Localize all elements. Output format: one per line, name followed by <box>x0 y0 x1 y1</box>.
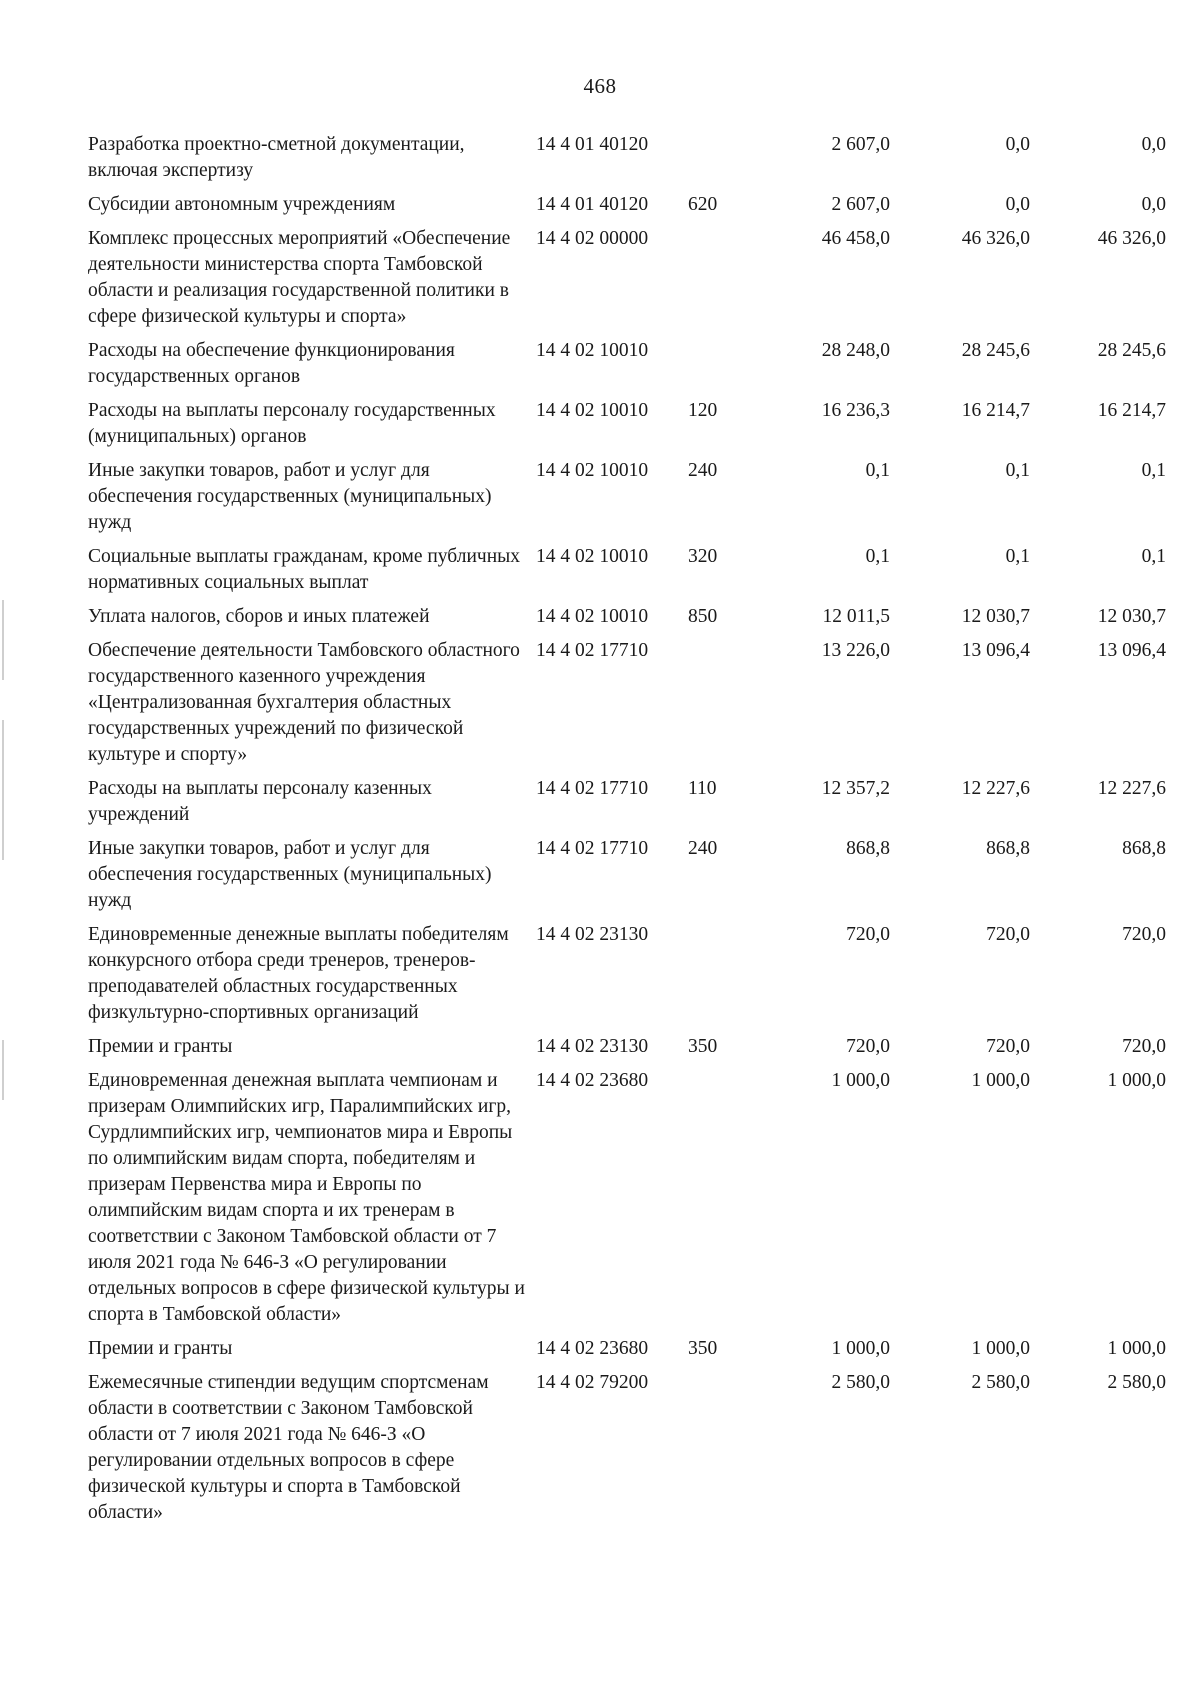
item-name: Иные закупки товаров, работ и услуг для обеспечения государственных (муниципальных) нужд <box>88 838 492 911</box>
amount-year-2: 868,8 <box>986 838 1030 859</box>
table-row <box>88 922 1166 1034</box>
amount-year-1: 720,0 <box>846 924 890 945</box>
amount-year-3: 12 227,6 <box>1097 778 1166 799</box>
expense-type-code: 620 <box>688 194 718 215</box>
target-article-code: 14 4 02 23130 <box>536 1036 649 1057</box>
amount-year-1: 1 000,0 <box>831 1070 890 1091</box>
expense-type-code: 850 <box>688 606 718 627</box>
expense-type-code: 350 <box>688 1338 718 1359</box>
budget-table <box>88 132 1166 1534</box>
amount-year-1: 1 000,0 <box>831 1338 890 1359</box>
amount-year-2: 12 227,6 <box>961 778 1030 799</box>
target-article-code: 14 4 02 10010 <box>536 546 649 567</box>
item-name: Ежемесячные стипендии ведущим спортсменам области в соответствии с Законом Тамбовской области от 7 июля 2021 года № 646-З «О регулировании отдельных вопросов в сфере физической культуры и спорта в Тамбовской области» <box>88 1372 489 1523</box>
amount-year-2: 0,1 <box>1005 546 1030 567</box>
scan-edge-mark <box>2 720 4 860</box>
page-number: 468 <box>583 74 617 98</box>
amount-year-1: 13 226,0 <box>821 640 890 661</box>
table-row <box>88 604 1166 638</box>
table-row <box>88 132 1166 192</box>
target-article-code: 14 4 02 17710 <box>536 838 649 859</box>
amount-year-1: 2 607,0 <box>831 194 890 215</box>
expense-type-code <box>688 132 750 192</box>
table-row <box>88 544 1166 604</box>
expense-type-code: 120 <box>688 400 718 421</box>
target-article-code: 14 4 02 23680 <box>536 1338 649 1359</box>
item-name: Расходы на выплаты персоналу государственных (муниципальных) органов <box>88 400 496 447</box>
amount-year-1: 2 580,0 <box>831 1372 890 1393</box>
item-name: Расходы на выплаты персоналу казенных учреждений <box>88 778 432 825</box>
amount-year-2: 720,0 <box>986 924 1030 945</box>
amount-year-2: 0,0 <box>1005 194 1030 215</box>
table-row <box>88 638 1166 776</box>
amount-year-3: 46 326,0 <box>1097 228 1166 249</box>
amount-year-1: 12 011,5 <box>822 606 890 627</box>
expense-type-code: 240 <box>688 838 718 859</box>
table-row <box>88 1068 1166 1336</box>
table-row <box>88 398 1166 458</box>
amount-year-2: 0,0 <box>1005 134 1030 155</box>
amount-year-2: 0,1 <box>1005 460 1030 481</box>
amount-year-3: 0,0 <box>1141 194 1166 215</box>
target-article-code: 14 4 01 40120 <box>536 134 649 155</box>
item-name: Обеспечение деятельности Тамбовского областного государственного казенного учреждения «Централизованная бухгалтерия областных государственных учреждений по физической культуре и спорту» <box>88 640 520 765</box>
amount-year-2: 1 000,0 <box>971 1338 1030 1359</box>
amount-year-3: 13 096,4 <box>1097 640 1166 661</box>
expense-type-code <box>688 1370 750 1534</box>
target-article-code: 14 4 02 23130 <box>536 924 649 945</box>
scan-edge-mark <box>2 1040 4 1100</box>
table-row <box>88 192 1166 226</box>
item-name: Премии и гранты <box>88 1338 233 1359</box>
amount-year-1: 0,1 <box>865 546 890 567</box>
amount-year-2: 12 030,7 <box>961 606 1030 627</box>
target-article-code: 14 4 02 17710 <box>536 778 649 799</box>
expense-type-code: 110 <box>688 778 717 799</box>
amount-year-1: 12 357,2 <box>821 778 890 799</box>
target-article-code: 14 4 02 00000 <box>536 228 649 249</box>
expense-type-code <box>688 338 750 398</box>
amount-year-3: 0,1 <box>1141 546 1166 567</box>
amount-year-3: 1 000,0 <box>1107 1338 1166 1359</box>
item-name: Премии и гранты <box>88 1036 233 1057</box>
amount-year-2: 2 580,0 <box>971 1372 1030 1393</box>
amount-year-3: 720,0 <box>1122 1036 1166 1057</box>
item-name: Единовременные денежные выплаты победителям конкурсного отбора среди тренеров, тренеров-преподавателей областных государственных физкультурно-спортивных организаций <box>88 924 509 1023</box>
item-name: Единовременная денежная выплата чемпионам и призерам Олимпийских игр, Паралимпийских игр, Сурдлимпийских игр, чемпионатов мира и Европы по олимпийским видам спорта, победителям и призерам Первенства мира и Европы по олимпийским видам спорта и их тренерам в соответствии с Законом Тамбовской области от 7 июля 2021 года № 646-З «О регулировании отдельных вопросов в сфере физической культуры и спорта в Тамбовской области» <box>88 1070 525 1325</box>
item-name: Уплата налогов, сборов и иных платежей <box>88 606 430 627</box>
amount-year-3: 16 214,7 <box>1097 400 1166 421</box>
amount-year-1: 2 607,0 <box>831 134 890 155</box>
scan-edge-mark <box>2 600 4 680</box>
target-article-code: 14 4 02 10010 <box>536 340 649 361</box>
amount-year-3: 12 030,7 <box>1097 606 1166 627</box>
table-row <box>88 836 1166 922</box>
amount-year-3: 2 580,0 <box>1107 1372 1166 1393</box>
amount-year-2: 13 096,4 <box>961 640 1030 661</box>
target-article-code: 14 4 02 10010 <box>536 606 649 627</box>
table-row <box>88 226 1166 338</box>
target-article-code: 14 4 01 40120 <box>536 194 649 215</box>
table-row <box>88 1336 1166 1370</box>
amount-year-2: 720,0 <box>986 1036 1030 1057</box>
item-name: Социальные выплаты гражданам, кроме публичных нормативных социальных выплат <box>88 546 520 593</box>
expense-type-code: 240 <box>688 460 718 481</box>
amount-year-3: 868,8 <box>1122 838 1166 859</box>
amount-year-1: 720,0 <box>846 1036 890 1057</box>
amount-year-1: 868,8 <box>846 838 890 859</box>
expense-type-code: 320 <box>688 546 718 567</box>
expense-type-code <box>688 638 750 776</box>
amount-year-3: 0,1 <box>1141 460 1166 481</box>
amount-year-3: 28 245,6 <box>1097 340 1166 361</box>
expense-type-code <box>688 226 750 338</box>
table-row <box>88 1034 1166 1068</box>
item-name: Иные закупки товаров, работ и услуг для обеспечения государственных (муниципальных) нужд <box>88 460 492 533</box>
expense-type-code: 350 <box>688 1036 718 1057</box>
target-article-code: 14 4 02 79200 <box>536 1372 649 1393</box>
expense-type-code <box>688 1068 750 1336</box>
amount-year-1: 0,1 <box>865 460 890 481</box>
amount-year-3: 1 000,0 <box>1107 1070 1166 1091</box>
target-article-code: 14 4 02 17710 <box>536 640 649 661</box>
table-row <box>88 458 1166 544</box>
target-article-code: 14 4 02 10010 <box>536 460 649 481</box>
amount-year-3: 0,0 <box>1141 134 1166 155</box>
amount-year-1: 28 248,0 <box>821 340 890 361</box>
amount-year-3: 720,0 <box>1122 924 1166 945</box>
item-name: Комплекс процессных мероприятий «Обеспечение деятельности министерства спорта Тамбовской области и реализация государственной политики в сфере физической культуры и спорта» <box>88 228 511 327</box>
table-row <box>88 338 1166 398</box>
table-row <box>88 1370 1166 1534</box>
budget-table-body <box>88 132 1166 1534</box>
target-article-code: 14 4 02 10010 <box>536 400 649 421</box>
amount-year-1: 46 458,0 <box>821 228 890 249</box>
amount-year-2: 28 245,6 <box>961 340 1030 361</box>
item-name: Субсидии автономным учреждениям <box>88 194 396 215</box>
expense-type-code <box>688 922 750 1034</box>
amount-year-2: 1 000,0 <box>971 1070 1030 1091</box>
item-name: Разработка проектно-сметной документации, включая экспертизу <box>88 134 465 181</box>
amount-year-2: 46 326,0 <box>961 228 1030 249</box>
amount-year-1: 16 236,3 <box>821 400 890 421</box>
amount-year-2: 16 214,7 <box>961 400 1030 421</box>
target-article-code: 14 4 02 23680 <box>536 1070 649 1091</box>
table-row <box>88 776 1166 836</box>
item-name: Расходы на обеспечение функционирования государственных органов <box>88 340 455 387</box>
